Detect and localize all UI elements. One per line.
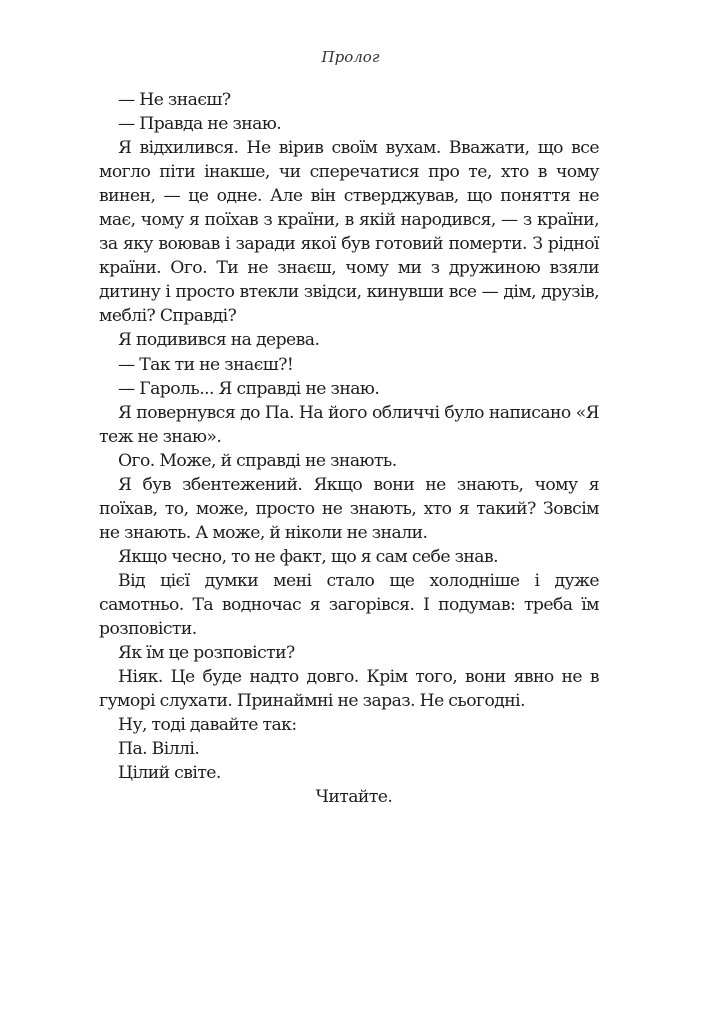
paragraph: Цілий світе. bbox=[118, 763, 221, 784]
paragraph: — Гароль... Я справді не знаю. bbox=[118, 378, 380, 399]
paragraph: Якщо чесно, то не факт, що я сам себе знав. bbox=[118, 546, 499, 567]
paragraph: Ну, тоді давайте так: bbox=[118, 715, 297, 736]
body-text bbox=[99, 88, 599, 809]
closing-line: Читайте. bbox=[315, 787, 393, 808]
paragraph: — Не знаєш? bbox=[118, 90, 231, 110]
paragraph: Як їм це розповісти? bbox=[118, 643, 295, 664]
paragraph: — Так ти не знаєш?! bbox=[118, 354, 294, 375]
running-head-title: Пролог bbox=[321, 48, 380, 66]
paragraph: Я повернувся до Па. На його обличчі було написано «Я теж не знаю». bbox=[99, 402, 599, 447]
paragraph: Я подивився на дерева. bbox=[118, 330, 320, 351]
paragraph: Я відхилився. Не вірив своїм вухам. Вважати, що все могло піти інакше, чи сперечатися про те, хто в чому винен, — це одне. Але він стверджував, що поняття не має, чому я поїхав з країни, в якій народився, — з країни, за яку воював і заради якої був готовий померти. З рідної країни. Ого. Ти не знаєш, чому ми з дружиною взяли дитину і просто втекли звідси, кинувши все — дім, друзів, меблі? Справді? bbox=[99, 138, 599, 327]
paragraph: Від цієї думки мені стало ще холодніше і дуже самотньо. Та водночас я загорівся. І подумав: треба їм розповісти. bbox=[99, 570, 599, 640]
paragraph: Ніяк. Це буде надто довго. Крім того, вони явно не в гуморі слухати. Принаймні не зараз. Не сьогодні. bbox=[99, 667, 599, 712]
paragraph: Я був збентежений. Якщо вони не знають, чому я поїхав, то, може, просто не знають, хто я такий? Зовсім не знають. А може, й ніколи не знали. bbox=[99, 474, 599, 543]
paragraph: Па. Віллі. bbox=[118, 739, 200, 760]
paragraph: Ого. Може, й справді не знають. bbox=[118, 450, 397, 471]
paragraph: — Правда не знаю. bbox=[118, 114, 282, 135]
